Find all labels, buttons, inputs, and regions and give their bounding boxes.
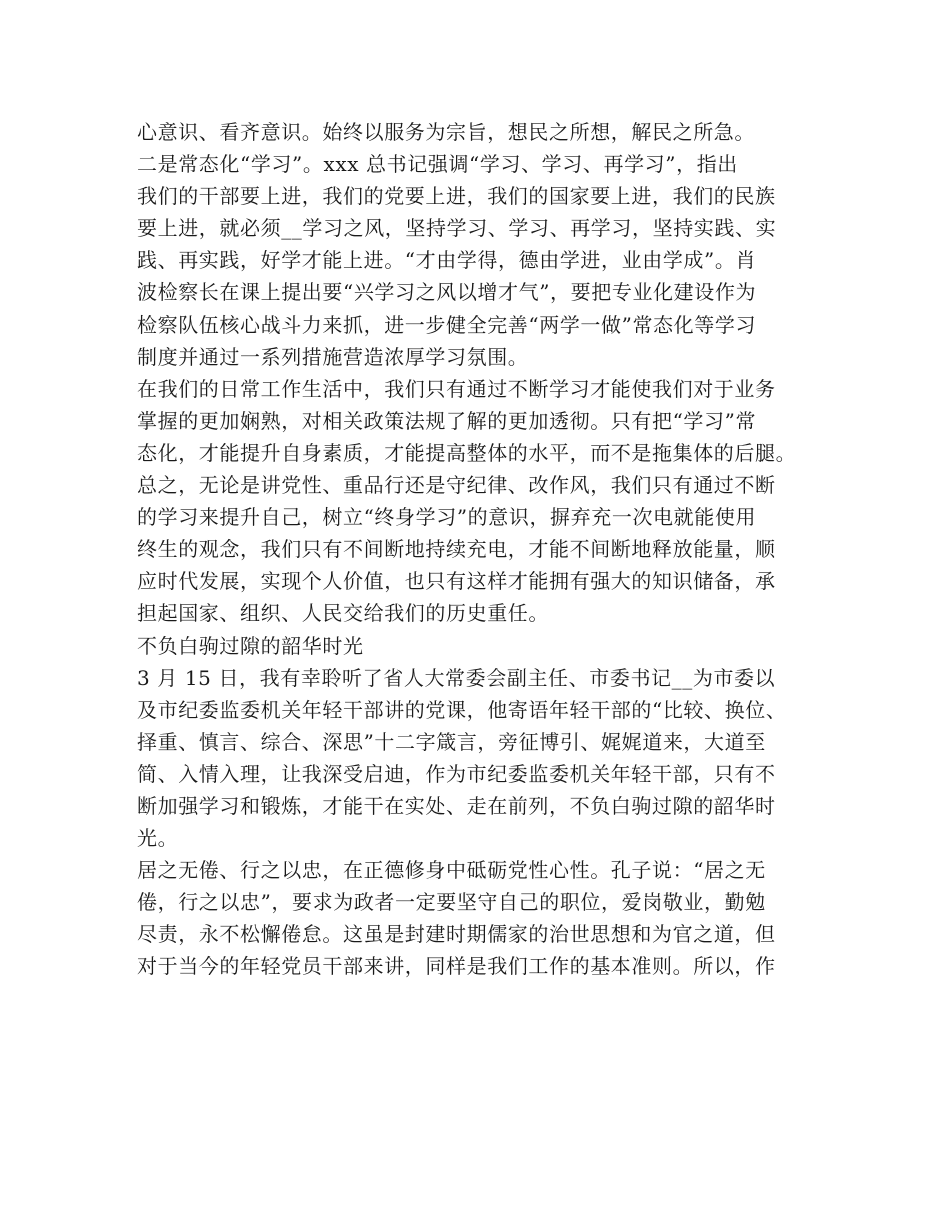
text-line: 波检察长在课上提出要“兴学习之风以增才气”，要把专业化建设作为 bbox=[137, 280, 757, 305]
text-line: 应时代发展，实现个人价值，也只有这样才能拥有强大的知识储备，承 bbox=[137, 569, 776, 594]
text-line: 要上进，就必须__学习之风，坚持学习、学习、再学习，坚持实践、实 bbox=[137, 216, 777, 241]
document-body bbox=[137, 116, 827, 983]
text-line: 终生的观念，我们只有不间断地持续充电，才能不间断地释放能量，顺 bbox=[137, 537, 776, 562]
text-line: 的学习来提升自己，树立“终身学习”的意识，摒弃充一次电就能使用 bbox=[137, 505, 757, 530]
text-line: 择重、慎言、综合、深思”十二字箴言，旁征博引、娓娓道来，大道至 bbox=[137, 729, 766, 754]
text-line: 居之无倦、行之以忠，在正德修身中砥砺党性心性。孔子说：“居之无 bbox=[137, 858, 766, 883]
text-line: 践、再实践，好学才能上进。“才由学得，德由学进，业由学成”。肖 bbox=[137, 248, 757, 273]
text-line: 我们的干部要上进，我们的党要上进，我们的国家要上进，我们的民族 bbox=[137, 184, 776, 209]
text-line: 担起国家、组织、人民交给我们的历史重任。 bbox=[137, 601, 549, 626]
text-line: 及市纪委监委机关年轻干部讲的党课，他寄语年轻干部的“比较、换位、 bbox=[137, 697, 787, 722]
section-heading: 不负白驹过隙的韶华时光 bbox=[137, 633, 364, 658]
text-line: 光。 bbox=[137, 826, 179, 851]
text-line: 制度并通过一系列措施营造浓厚学习氛围。 bbox=[137, 344, 529, 369]
text-line: 检察队伍核心战斗力来抓，进一步健全完善“两学一做”常态化等学习 bbox=[137, 312, 757, 337]
text-line: 在我们的日常工作生活中，我们只有通过不断学习才能使我们对于业务 bbox=[137, 376, 776, 401]
text-line: 对于当今的年轻党员干部来讲，同样是我们工作的基本准则。所以，作 bbox=[137, 954, 776, 979]
text-line: 倦，行之以忠”，要求为政者一定要坚守自己的职位，爱岗敬业，勤勉 bbox=[137, 890, 766, 915]
text-line: 心意识、看齐意识。始终以服务为宗旨，想民之所想，解民之所急。 bbox=[137, 120, 755, 144]
text-line: 总之，无论是讲党性、重品行还是守纪律、改作风，我们只有通过不断 bbox=[137, 473, 776, 498]
text-line: 态化，才能提升自身素质，才能提高整体的水平，而不是拖集体的后腿。 bbox=[137, 440, 797, 465]
text-line: 二是常态化“学习”。xxx 总书记强调“学习、学习、再学习”，指出 bbox=[137, 152, 738, 177]
text-line: 掌握的更加娴熟，对相关政策法规了解的更加透彻。只有把“学习”常 bbox=[137, 408, 757, 433]
text-line: 断加强学习和锻炼，才能干在实处、走在前列，不负白驹过隙的韶华时 bbox=[137, 793, 776, 818]
text-line: 3 月 15 日，我有幸聆听了省人大常委会副主任、市委书记__为市委以 bbox=[137, 665, 776, 690]
text-line: 简、入情入理，让我深受启迪，作为市纪委监委机关年轻干部，只有不 bbox=[137, 761, 776, 786]
text-line: 尽责，永不松懈倦怠。这虽是封建时期儒家的治世思想和为官之道，但 bbox=[137, 922, 776, 947]
